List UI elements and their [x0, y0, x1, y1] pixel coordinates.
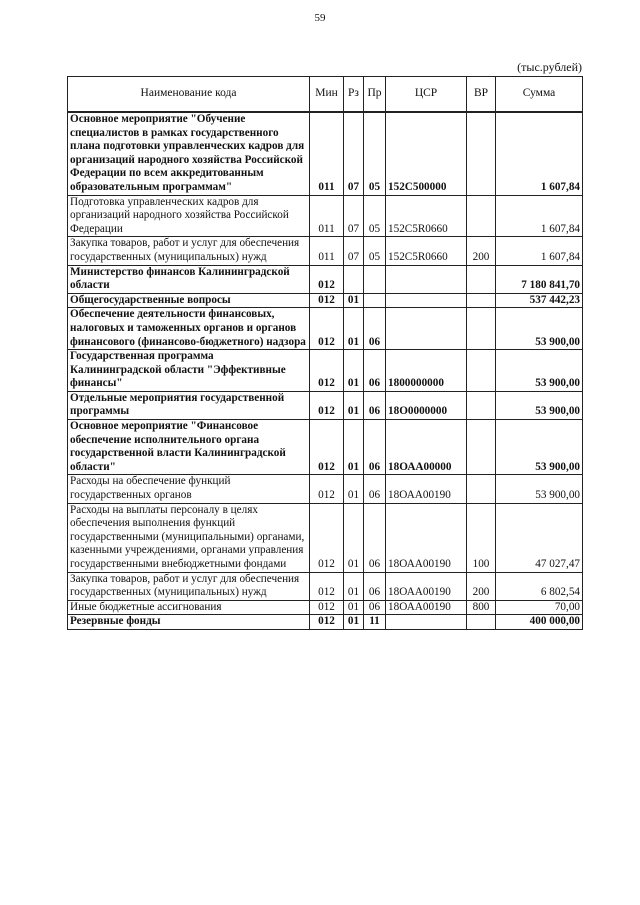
- row-rz: 01: [344, 420, 364, 475]
- row-vr: 100: [467, 503, 496, 572]
- row-sum: 1 607,84: [496, 237, 583, 265]
- row-pr: 05: [364, 237, 386, 265]
- row-csr: [386, 265, 467, 293]
- header-min: Мин: [310, 77, 344, 113]
- row-csr: 152С5R0660: [386, 195, 467, 237]
- row-csr: 18О0000000: [386, 391, 467, 419]
- table-row: [68, 350, 583, 392]
- row-name: Основное мероприятие "Обучение специалистов в рамках государственного плана подготовки управленческих кадров для организаций народного хозяйства Российской Федерации по всем аккредитованным образовательным программам": [68, 112, 310, 195]
- header-rz: Рз: [344, 77, 364, 113]
- row-min: 011: [310, 195, 344, 237]
- row-sum: 70,00: [496, 600, 583, 615]
- table-row: [68, 195, 583, 237]
- row-pr: 06: [364, 475, 386, 503]
- header-sum: Сумма: [496, 77, 583, 113]
- row-name: Расходы на обеспечение функций государственных органов: [68, 475, 310, 503]
- units-label: (тыс.рублей): [517, 60, 582, 74]
- row-name: Отдельные мероприятия государственной программы: [68, 391, 310, 419]
- row-min: 012: [310, 391, 344, 419]
- row-sum: 1 607,84: [496, 195, 583, 237]
- row-name: Иные бюджетные ассигнования: [68, 600, 310, 615]
- row-sum: 7 180 841,70: [496, 265, 583, 293]
- row-pr: 06: [364, 420, 386, 475]
- row-sum: 53 900,00: [496, 420, 583, 475]
- row-rz: 01: [344, 615, 364, 630]
- row-sum: 53 900,00: [496, 475, 583, 503]
- row-rz: 01: [344, 391, 364, 419]
- row-rz: 01: [344, 475, 364, 503]
- row-rz: 01: [344, 503, 364, 572]
- table-row: [68, 112, 583, 195]
- row-name: Общегосударственные вопросы: [68, 293, 310, 308]
- row-csr: 152С5R0660: [386, 237, 467, 265]
- table-row: [68, 600, 583, 615]
- row-rz: 01: [344, 600, 364, 615]
- row-min: 012: [310, 475, 344, 503]
- row-csr: 18ОАА00190: [386, 572, 467, 600]
- row-pr: 11: [364, 615, 386, 630]
- row-csr: 1800000000: [386, 350, 467, 392]
- table-row: [68, 615, 583, 630]
- row-rz: 07: [344, 237, 364, 265]
- table-row: [68, 572, 583, 600]
- row-rz: 07: [344, 195, 364, 237]
- row-pr: 05: [364, 112, 386, 195]
- table-row: [68, 265, 583, 293]
- row-vr: [467, 615, 496, 630]
- row-min: 012: [310, 600, 344, 615]
- row-pr: 06: [364, 308, 386, 350]
- row-sum: 53 900,00: [496, 308, 583, 350]
- table-row: [68, 237, 583, 265]
- row-pr: 06: [364, 503, 386, 572]
- header-csr: ЦСР: [386, 77, 467, 113]
- row-sum: 1 607,84: [496, 112, 583, 195]
- table-row: [68, 391, 583, 419]
- row-vr: [467, 195, 496, 237]
- row-csr: 18ОАА00190: [386, 503, 467, 572]
- table-row: [68, 475, 583, 503]
- row-min: 012: [310, 308, 344, 350]
- row-min: 012: [310, 572, 344, 600]
- row-csr: [386, 308, 467, 350]
- row-name: Закупка товаров, работ и услуг для обеспечения государственных (муниципальных) нужд: [68, 237, 310, 265]
- budget-table: [67, 76, 583, 630]
- row-min: 012: [310, 350, 344, 392]
- row-name: Государственная программа Калининградской области "Эффективные финансы": [68, 350, 310, 392]
- row-pr: 06: [364, 572, 386, 600]
- row-csr: 18ОАА00190: [386, 475, 467, 503]
- row-pr: 05: [364, 195, 386, 237]
- row-rz: 01: [344, 572, 364, 600]
- row-sum: 400 000,00: [496, 615, 583, 630]
- header-vr: ВР: [467, 77, 496, 113]
- row-vr: 200: [467, 572, 496, 600]
- row-name: Министерство финансов Калининградской области: [68, 265, 310, 293]
- row-rz: 01: [344, 293, 364, 308]
- page-number: 59: [314, 12, 326, 24]
- row-vr: [467, 475, 496, 503]
- row-name: Основное мероприятие "Финансовое обеспечение исполнительного органа государственной власти Калининградской области": [68, 420, 310, 475]
- table-row: [68, 420, 583, 475]
- table-row: [68, 308, 583, 350]
- row-vr: [467, 308, 496, 350]
- row-pr: 06: [364, 391, 386, 419]
- row-sum: 537 442,23: [496, 293, 583, 308]
- row-vr: [467, 112, 496, 195]
- row-sum: 6 802,54: [496, 572, 583, 600]
- row-min: 012: [310, 420, 344, 475]
- row-pr: 06: [364, 350, 386, 392]
- row-name: Резервные фонды: [68, 615, 310, 630]
- header-pr: Пр: [364, 77, 386, 113]
- header-name: Наименование кода: [68, 77, 310, 113]
- table-row: [68, 293, 583, 308]
- row-vr: [467, 420, 496, 475]
- row-csr: [386, 293, 467, 308]
- row-pr: [364, 265, 386, 293]
- row-csr: 152С500000: [386, 112, 467, 195]
- row-sum: 47 027,47: [496, 503, 583, 572]
- row-csr: 18ОАА00000: [386, 420, 467, 475]
- row-sum: 53 900,00: [496, 350, 583, 392]
- row-vr: [467, 265, 496, 293]
- row-rz: 07: [344, 112, 364, 195]
- row-pr: [364, 293, 386, 308]
- row-min: 012: [310, 265, 344, 293]
- table-header-row: [68, 77, 583, 113]
- row-vr: [467, 350, 496, 392]
- row-name: Расходы на выплаты персоналу в целях обеспечения выполнения функций государственными (муниципальными) органами, казенными учреждениями, органами управления государственными внебюджетными фондами: [68, 503, 310, 572]
- row-vr: 800: [467, 600, 496, 615]
- row-min: 012: [310, 615, 344, 630]
- row-csr: 18ОАА00190: [386, 600, 467, 615]
- row-name: Закупка товаров, работ и услуг для обеспечения государственных (муниципальных) нужд: [68, 572, 310, 600]
- row-vr: 200: [467, 237, 496, 265]
- row-rz: [344, 265, 364, 293]
- row-min: 012: [310, 503, 344, 572]
- table-row: [68, 503, 583, 572]
- row-min: 011: [310, 112, 344, 195]
- row-vr: [467, 391, 496, 419]
- row-min: 012: [310, 293, 344, 308]
- row-rz: 01: [344, 308, 364, 350]
- row-min: 011: [310, 237, 344, 265]
- row-name: Подготовка управленческих кадров для организаций народного хозяйства Российской Федерации: [68, 195, 310, 237]
- row-vr: [467, 293, 496, 308]
- row-csr: [386, 615, 467, 630]
- row-sum: 53 900,00: [496, 391, 583, 419]
- row-rz: 01: [344, 350, 364, 392]
- row-name: Обеспечение деятельности финансовых, налоговых и таможенных органов и органов финансового (финансово-бюджетного) надзора: [68, 308, 310, 350]
- row-pr: 06: [364, 600, 386, 615]
